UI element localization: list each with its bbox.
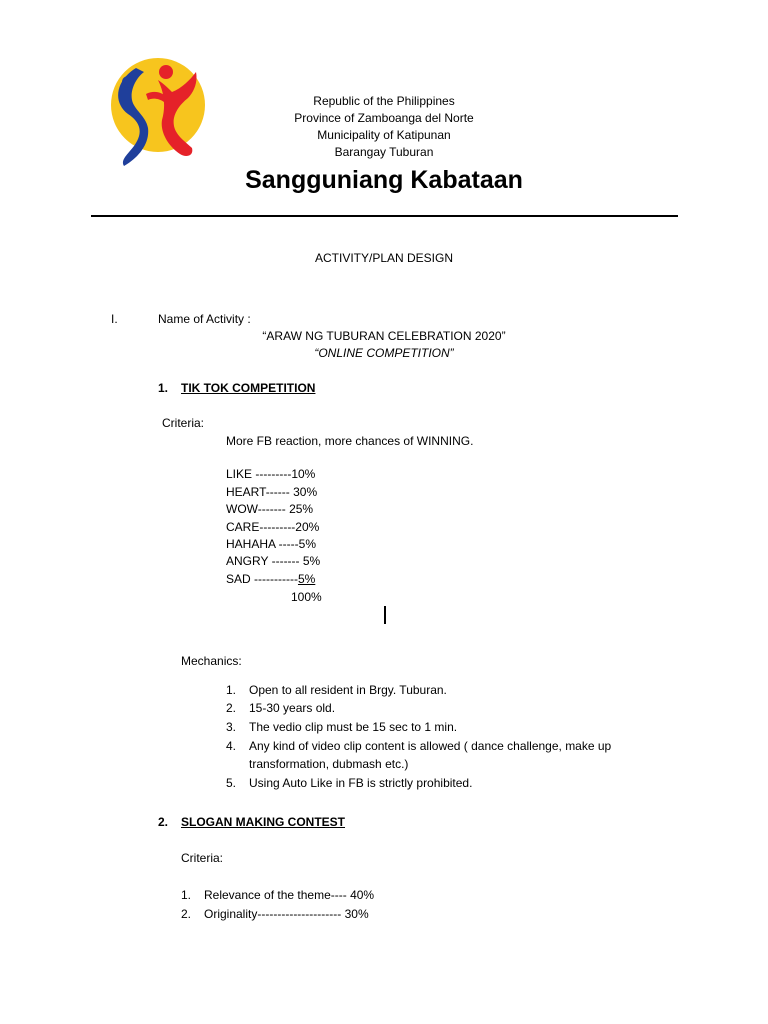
mechanic-text: Using Auto Like in FB is strictly prohibited. <box>249 776 473 790</box>
reaction-sad <box>226 572 315 586</box>
mechanic-num: 2. <box>226 701 237 715</box>
logo-blue-head <box>122 76 134 88</box>
slogan-criteria-label: Criteria: <box>181 851 224 865</box>
header-divider <box>91 215 678 217</box>
mechanic-text: Any kind of video clip content is allowed ( dance challenge, make up <box>249 739 612 753</box>
logo-red-head <box>159 65 173 79</box>
tiktok-criteria-label: Criteria: <box>162 416 205 430</box>
tiktok-heading: TIK TOK COMPETITION <box>181 381 316 395</box>
header-barangay: Barangay Tuburan <box>334 145 434 159</box>
reaction-angry: ANGRY ------- 5% <box>226 554 321 568</box>
org-title: Sangguniang Kabataan <box>245 166 523 194</box>
reaction-sad-label: SAD ----------- <box>226 572 298 586</box>
mechanic-text-cont: transformation, dubmash etc.) <box>249 757 409 771</box>
section-numeral: I. <box>111 312 118 326</box>
slogan-criterion-text: Relevance of the theme---- 40% <box>204 888 375 902</box>
activity-label: Name of Activity : <box>158 312 251 326</box>
header-republic: Republic of the Philippines <box>313 94 455 108</box>
reaction-sad-value: 5% <box>297 572 316 586</box>
header-province: Province of Zamboanga del Norte <box>294 111 474 125</box>
slogan-criterion-text: Originality--------------------- 30% <box>204 907 369 921</box>
mechanic-num: 5. <box>226 776 237 790</box>
mechanic-num: 3. <box>226 720 237 734</box>
tiktok-intro: More FB reaction, more chances of WINNING. <box>226 434 474 448</box>
mechanic-text: The vedio clip must be 15 sec to 1 min. <box>249 720 458 734</box>
slogan-criterion-num: 2. <box>181 907 192 921</box>
mechanic-text: Open to all resident in Brgy. Tuburan. <box>249 683 447 697</box>
mechanics-label: Mechanics: <box>181 654 242 668</box>
slogan-heading: SLOGAN MAKING CONTEST <box>181 815 345 829</box>
doc-title: ACTIVITY/PLAN DESIGN <box>314 251 454 265</box>
text-cursor <box>384 606 386 624</box>
tiktok-number: 1. <box>158 381 169 395</box>
reaction-heart: HEART------ 30% <box>226 485 318 499</box>
mechanic-num: 1. <box>226 683 237 697</box>
header-municipality: Municipality of Katipunan <box>317 128 451 142</box>
activity-subtitle: “ONLINE COMPETITION” <box>314 346 454 360</box>
reaction-total: 100% <box>291 590 322 604</box>
reaction-like: LIKE ---------10% <box>226 467 316 481</box>
reaction-wow: WOW------- 25% <box>226 502 314 516</box>
activity-name: “ARAW NG TUBURAN CELEBRATION 2020” <box>262 329 506 343</box>
reaction-care: CARE---------20% <box>226 520 320 534</box>
slogan-criterion-num: 1. <box>181 888 192 902</box>
mechanic-num: 4. <box>226 739 237 753</box>
slogan-number: 2. <box>158 815 169 829</box>
mechanic-text: 15-30 years old. <box>249 701 336 715</box>
reaction-haha: HAHAHA -----5% <box>226 537 317 551</box>
